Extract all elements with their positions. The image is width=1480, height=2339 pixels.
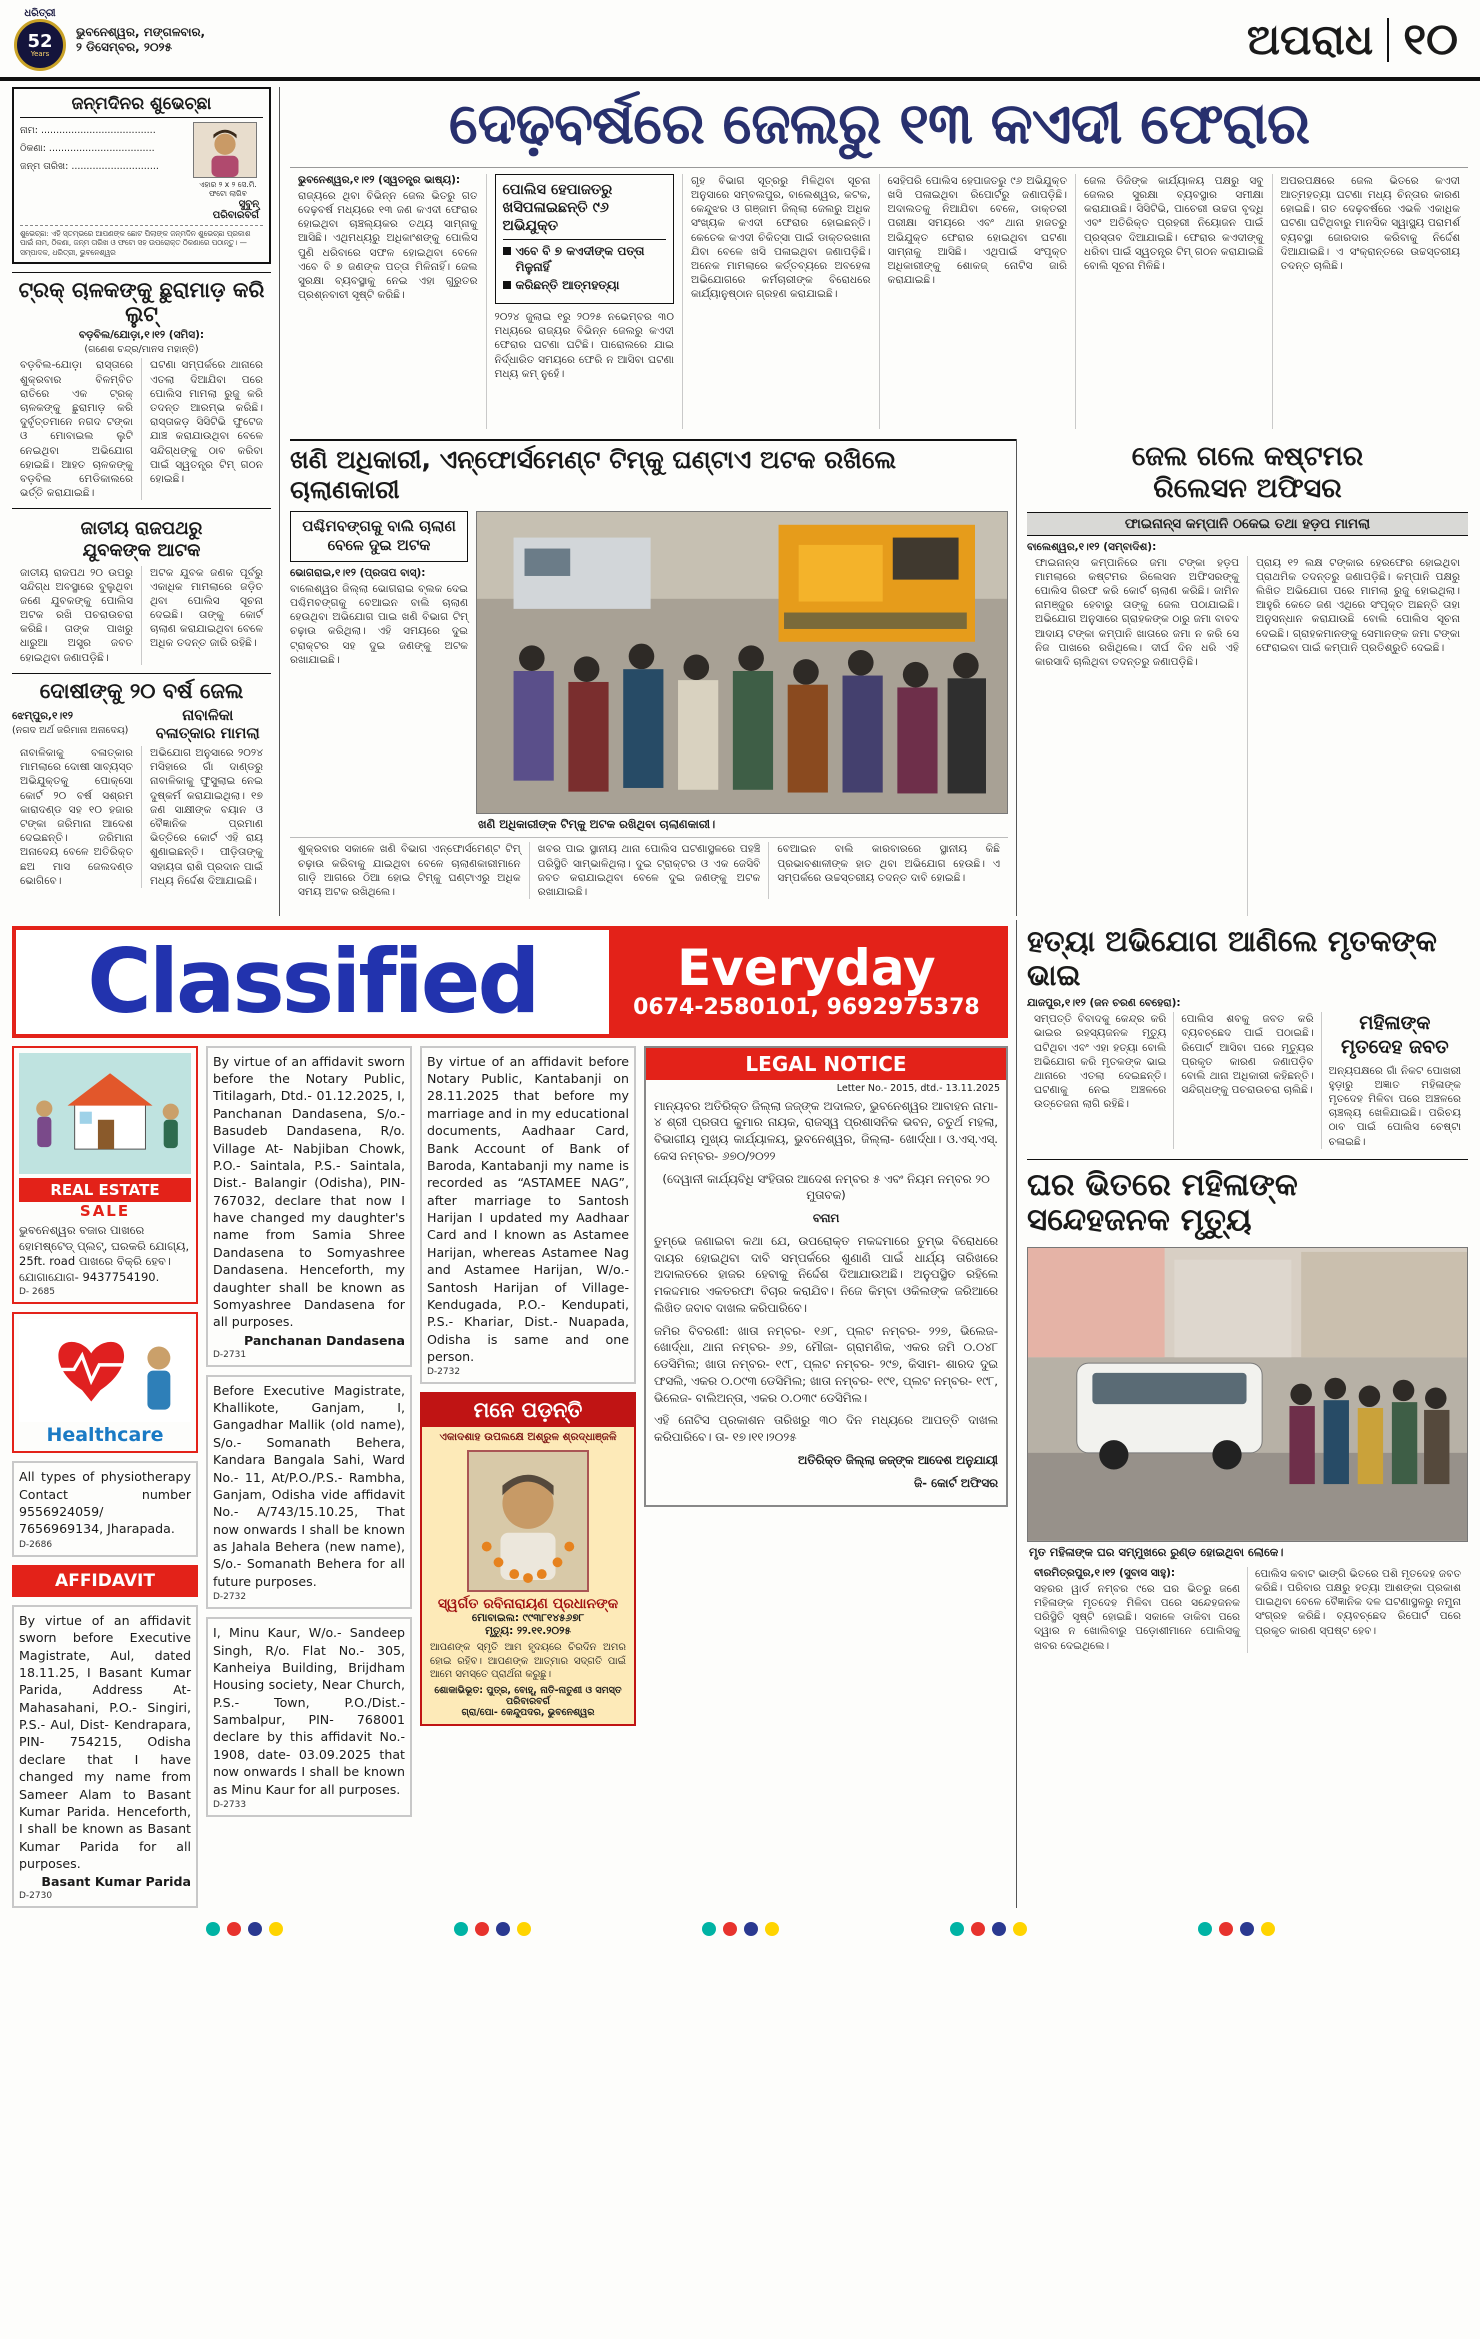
birthday-field-address: ଠିକଣା: ................................... [20,143,155,155]
affidavit-basant [12,1605,198,1909]
lead-factbox-title: ପୋଲିସ ହେପାଜତରୁ ଖସିପଳାଇଛନ୍ତି ୯୬ ଅଭିଯୁକ୍ତ [503,181,667,240]
highway-body-col1: ଜାତୀୟ ରାଜପଥ ୨୦ ଉପରୁ ସନ୍ଦିଗ୍ଧ ଅବସ୍ଥାରେ ବୁଲୁଥିବା ଜଣେ ଯୁବକଙ୍କୁ ପୋଲିସ ଅଟକ ରଖି ପଚରାଉଚରା କରିଛି। ତାଙ୍କ ପାଖରୁ ଧାରୁଆ ଅସ୍ତ୍ର ଜବତ ହୋଇଥିବା ଜଣାପଡ଼ିଛି। [20,566,133,664]
birthday-photo-spec: ଏହାର ୨ x ୨ ସେ.ମି. ଫଟୋ ଲାଗିବ [199,180,257,199]
legal-signature-2: ଜି- କୋର୍ଟ ଅଫିସର [913,1475,998,1490]
mine-body-col2: ଖବର ପାଇ ସ୍ଥାନୀୟ ଥାନା ପୋଲିସ ଘଟଣାସ୍ଥଳରେ ପହଞ୍ଚି ପରିସ୍ଥିତି ସାମ୍ଭାଳିଥିଲା। ଦୁଇ ଟ୍ରାକ୍ଟର ଓ ଏକ ଜେସିବି ଜବତ କରାଯାଇଥିବା ବେଳେ ଦୁଇ ଜଣଙ୍କୁ ଅଟକ ରଖାଯାଇଛି। [529,842,769,899]
birthday-terms-note: ଶୁଭେଚ୍ଛା: ଏହି ସ୍ତମ୍ଭରେ ଆପଣଙ୍କ ଛୋଟ ପିଲାଙ୍କ ଜନ୍ମଦିନ ଶୁଭେଚ୍ଛା ପ୍ରକାଶ ପାଇଁ ନାମ, ଠିକଣା, ଜନ୍ମ ତାରିଖ ଓ ଫଟୋ ସହ ଉପରୋକ୍ତ ଠିକଣାରେ ପଠାନ୍ତୁ। — ସମ୍ପାଦକ, ଧରିତ୍ରୀ, ଭୁବନେଶ୍ୱର [20,225,263,257]
classified-phone-numbers: 0674-2580101, 9692975378 [633,995,980,1021]
truck-headline: ଟ୍ରକ୍ ଚାଳକଙ୍କୁ ଛୁରାମାଡ଼ କରି ଲୁଟ୍ [18,278,265,327]
woman-body-subhead: ମହିଳାଙ୍କ ମୃତଦେହ ଜବତ [1340,1012,1449,1058]
officer-body-col1: ଫାଇନାନ୍ସ କମ୍ପାନିରେ ଜମା ଟଙ୍କା ହଡ଼ପ ମାମଲାରେ କଷ୍ଟମର ରିଲେସନ ଅଫିସରଙ୍କୁ ପୋଲିସ ଗିରଫ କରି କୋର୍ଟ ଚାଲାଣ କରିଛି। ଜାମିନ ନାମଞ୍ଜୁର ହେବାରୁ ତାଙ୍କୁ ଜେଲ ପଠାଯାଇଛି। ଅଭିଯୋଗ ଅନୁସାରେ ଗ୍ରାହକଙ୍କ ଠାରୁ ଜମା ବାବଦ ଆଦାୟ ଟଙ୍କା କମ୍ପାନି ଖାତାରେ ଜମା ନ କରି ସେ ନିଜ ପାଖରେ ରଖିଥିଲେ। ଦୀର୍ଘ ଦିନ ଧରି ଏହି କାରସାଦି ଚାଲିଥିବା ତଦନ୍ତରୁ ଜଣାପଡ଼ିଛି। [1035,556,1239,668]
street-photo-caption: ମୃତ ମହିଳାଙ୍କ ଘର ସମ୍ମୁଖରେ ରୁଣ୍ଡ ହୋଇଥିବା ଲୋକେ। [1029,1544,1284,1559]
jail20-body-col2: ଅଭିଯୋଗ ଅନୁସାରେ ୨୦୨୪ ମସିହାରେ ଗାଁ ଦାଣ୍ଡରୁ ନାବାଳିକାକୁ ଫୁସୁଲାଇ ନେଇ ଦୁଷ୍କର୍ମ କରାଯାଇଥିଲା। ୧୭ ଜଣ ସାକ୍ଷୀଙ୍କ ବୟାନ ଓ ବୈଜ୍ଞାନିକ ପ୍ରମାଣ ଭିତ୍ତିରେ କୋର୍ଟ ଏହି ରାୟ ଶୁଣାଇଛନ୍ତି। ପୀଡ଼ିତାଙ୍କୁ ସହାୟତା ରାଶି ପ୍ରଦାନ ପାଇଁ ମଧ୍ୟ ନିର୍ଦ୍ଦେଶ ଦିଆଯାଇଛି। [141,746,271,888]
memorial-body: ଆପଣଙ୍କ ସ୍ମୃତି ଆମ ହୃଦୟରେ ଚିରଦିନ ଅମର ହୋଇ ରହିବ। ଆପଣଙ୍କ ଆତ୍ମାର ସଦ୍‌ଗତି ପାଇଁ ଆମେ ସମସ୍ତେ ପ୍ରାର୍ଥନା କରୁଛୁ। [430,1642,626,1681]
affidavit-basant-sign: Basant Kumar Parida [41,1874,191,1890]
affidavit-minu-text: I, Minu Kaur, W/o.- Sandeep Singh, R/o. Flat No.- 305, Kanheiya Building, Brijdham Housing society, Near Church, P.S.- Town, P.O./Dist.- Sambalpur, PIN- 768001 declare by this affidavit No.- 1908, date- 03.09.2025 that now onwards I shall be known as Minu Kaur for all purposes. [213,1625,405,1797]
officer-headline-l2: ରିଲେସନ ଅଫିସର [1153,473,1342,505]
memorial-header: ମନେ ପଡ଼ନ୍ତି [422,1394,634,1427]
classified-everyday-word: Everyday [677,939,936,998]
article-highway-detained [12,508,271,665]
street-scene-photo [1027,1247,1468,1542]
lead-body-col4: ସେହିପରି ପୋଲିସ ହେପାଜତରୁ ୯୬ ଅଭିଯୁକ୍ତ ଖସି ପଳାଇଥିବା ରିପୋର୍ଟରୁ ଜଣାପଡ଼ିଛି। ଅଦାଲତକୁ ନିଆଯିବା ବେଳେ, ଡାକ୍ତରୀ ପରୀକ୍ଷା ସମୟରେ ଏବଂ ଥାନା ହାଜତରୁ ଅଭିଯୁକ୍ତ ଫେରାର ହୋଇଥିବା ଘଟଣା ସାମ୍ନାକୁ ଆସିଛି। ଏଥିପାଇଁ ସଂପୃକ୍ତ ଅଧିକାରୀଙ୍କୁ ଶୋକଜ୍ ନୋଟିସ ଜାରି କରାଯାଇଛି। [887,174,1067,287]
lead-dateline: ଭୁବନେଶ୍ୱର,୧।୧୨ (ସ୍ୱତନ୍ତ୍ର ଭାଷ୍ୟ): [298,173,461,186]
affidavit-panchanan-text: By virtue of an affidavit sworn before the Notary Public, Titilagarh, Dtd.- 01.12.2025, I, Panchanan Dandasena, S/o.- Basudeb Dandasena, R/o. Village At- Nabjiban Chowk, P.O.- Saintala, P.S.- Saintala, Dist.- Balangir (Odisha), PIN- 767032, declare that now I have changed my daughter's name from Samia Shree Dandasena to Somyashree Dandasena. Henceforth, my daughter shall be known as Somyashree Dandasena for all purposes. [213,1053,405,1330]
reg-dot-red [1219,1922,1233,1936]
physiotherapy-ad [12,1461,198,1557]
healthcare-ad [12,1312,198,1453]
bullet-square-icon [503,247,511,255]
memorial-line2: ମୃତ୍ୟୁ: ୨୨.୧୧.୨୦୨୫ [485,1625,571,1638]
legal-p2: (ଦେୱାନୀ କାର୍ଯ୍ୟବିଧି ସଂହିତାର ଆଦେଶ ନମ୍ବର ୫ ଏବଂ ନିୟମ ନମ୍ବର ୨୦ ମୁତାବକ) [662,1171,990,1203]
physiotherapy-ad-id: D-2686 [19,1539,53,1550]
anniversary-years: 52 [27,30,53,52]
affidavit-astamee-id: D-2732 [427,1367,461,1378]
anniversary-years-label: Years [30,49,50,58]
legal-notice [644,1046,1008,1508]
affidavit-astamee-text: By virtue of an affidavit before Notary Public, Kantabanji on 28.11.2025 that before my marriage and in my educational documents, Aadhaar Card, Bank Account of Bank of Baroda, Kantabanji my name is recorded as “ASTAMEE NAG”, after marriage to Santosh Harijan I updated my Aadhaar Card and I known as Astamee Harijan, whereas Astamee Nag and Astamee Harijan, W/o.- Santosh Harijan of Village- Kendugada, P.O.- Kendupati, P.S.- Khariar, Dist.- Nuapada, Odisha is same and one person. [427,1053,629,1364]
reg-dot-cyan [454,1922,468,1936]
highway-headline-l1: ଜାତୀୟ ରାଜପଥରୁ [80,518,203,540]
paper-name: ଧରିତ୍ରୀ [24,8,56,19]
top-zone [0,81,1480,916]
reg-dot-yellow [1261,1922,1275,1936]
lead-body-col6: ଅପରପକ୍ଷରେ ଜେଲ ଭିତରେ କଏଦୀ ଆତ୍ମହତ୍ୟା ଘଟଣା ମଧ୍ୟ ଚିନ୍ତାର କାରଣ ହୋଇଛି। ଗତ ଦେଢ଼ବର୍ଷରେ ଏଭଳି ଏକାଧିକ ଘଟଣା ଘଟିଥିବାରୁ ମାନସିକ ସ୍ୱାସ୍ଥ୍ୟ ପରାମର୍ଶ ବ୍ୟବସ୍ଥା ଜୋରଦାର କରିବାକୁ ନିର୍ଦ୍ଦେଶ ଦିଆଯାଇଛି। ଏ ସଂକ୍ରାନ୍ତରେ ଉଚ୍ଚସ୍ତରୀୟ ତଦନ୍ତ ଚାଲିଛି। [1280,174,1460,272]
jail20-body-col1: ନାବାଳିକାକୁ ବଳାତ୍କାର ମାମଲାରେ ଦୋଷୀ ସାବ୍ୟସ୍ତ ଅଭିଯୁକ୍ତକୁ ପୋକ୍ସୋ କୋର୍ଟ ୨୦ ବର୍ଷ ସଶ୍ରମ କାରାଦଣ୍ଡ ସହ ୧୦ ହଜାର ଟଙ୍କା ଜରିମାନା ଆଦେଶ ଦେଇଛନ୍ତି। ଜରିମାନା ଅନାଦେୟ ବେଳେ ଅତିରିକ୍ତ ଛଅ ମାସ ଜେଲଦଣ୍ଡ ଭୋଗିବେ। [20,747,133,887]
legal-notice-ref: Letter No.- 2015, dtd.- 13.11.2025 [836,1082,1000,1094]
truck-byline: (ଗଣେଶ ଚନ୍ଦ୍ର/ମାନସ ମହାନ୍ତି) [84,344,199,356]
jail20-dateline: ଝେମ୍ପୁର,୧।୧୨ [12,709,73,722]
article-truck-robbery [12,272,271,500]
real-estate-sale-label: SALE [79,1202,131,1221]
house-death-headline-l1: ଘର ଭିତରେ ମହିଳାଙ୍କ [1027,1166,1298,1203]
murder-body-col2: ପୋଲିସ ଶବକୁ ଜବତ କରି ବ୍ୟବଚ୍ଛେଦ ପାଇଁ ପଠାଇଛି। ରିପୋର୍ଟ ଆସିବା ପରେ ମୃତ୍ୟୁର ପ୍ରକୃତ କାରଣ ଜଣାପଡ଼ିବ ବୋଲି ଥାନା ଅଧିକାରୀ କହିଛନ୍ତି। ସନ୍ଦିଗ୍ଧଙ୍କୁ ପଚରାଉଚରା ଚାଲିଛି। [1173,1012,1320,1149]
article-mine-officials-blocked [290,439,1016,916]
jail20-headline: ଦୋଷୀଙ୍କୁ ୨୦ ବର୍ଷ ଜେଲ [39,678,244,703]
mine-photo-caption: ଖଣି ଅଧିକାରୀଙ୍କ ଟିମ୍‌କୁ ଅଟକ ରଖିଥିବା ଚାଲାଣକାରୀ। [478,817,716,832]
article-20yr-jail [12,673,271,888]
main-zone [280,87,1468,916]
masthead-right [1247,14,1466,65]
masthead [0,4,1480,81]
article-suspicious-death [1027,1159,1468,1653]
legal-p5: ଏହି ନୋଟିସ ପ୍ରକାଶନ ତାରିଖରୁ ୩୦ ଦିନ ମଧ୍ୟରେ ଆପତ୍ତି ଦାଖଲ କରିପାରିବେ। ତା- ୧୭।୧୧।୨୦୨୫ [654,1413,998,1445]
birthday-from: ପରିବାରବର୍ଗ [212,209,259,221]
affidavit-jahala-id: D-2732 [213,1592,247,1603]
mine-dateline: ଭୋଗରାଇ,୧।୧୨ (ପ୍ରତାପ ବାସ୍): [290,566,426,579]
bottom-right-column [1016,920,1468,1909]
house-death-headline-l2: ସନ୍ଦେହଜନକ ମୃତ୍ୟୁ [1027,1202,1252,1239]
jail20-note: (ନଗଦ ଅର୍ଥ ଜରିମାନା ଅନାଦେୟ) [12,724,129,736]
edition-date: ୨ ଡିସେମ୍ବର, ୨୦୨୫ [76,39,173,54]
classified-banner [12,926,1008,1038]
officer-body-col2: ପ୍ରାୟ ୧୨ ଲକ୍ଷ ଟଙ୍କାର ହେରଫେର ହୋଇଥିବା ପ୍ରାଥମିକ ତଦନ୍ତରୁ ଜଣାପଡ଼ିଛି। କମ୍ପାନି ପକ୍ଷରୁ ଲିଖିତ ଅଭିଯୋଗ ପରେ ମାମଲା ରୁଜୁ ହୋଇଥିଲା। ଆହୁରି କେତେ ଜଣ ଏଥିରେ ସଂପୃକ୍ତ ଅଛନ୍ତି ତାହା ଅନୁସନ୍ଧାନ କରାଯାଉଛି ବୋଲି ପୋଲିସ ସୂଚନା ଦେଇଛି। ଗ୍ରାହକମାନଙ୍କୁ ସେମାନଙ୍କ ଜମା ଟଙ୍କା ଫେରାଇବା ପାଇଁ କମ୍ପାନି ପ୍ରତିଶ୍ରୁତି ଦେଇଛି। [1247,556,1468,916]
affidavit-panchanan-id: D-2731 [213,1349,247,1360]
lead-factbox [495,174,675,304]
birthday-form-fields [20,122,187,199]
article-customer-relation-officer [1016,439,1468,916]
reg-dot-cyan [702,1922,716,1936]
lead-factbox-point2: କରିଛନ୍ତି ଆତ୍ମହତ୍ୟା [515,278,620,293]
birthday-field-name: ନାମ: ...................................... [20,125,156,136]
legal-signature-1: ଅତିରିକ୍ତ ଜିଲ୍ଲା ଜଜ୍‌ଙ୍କ ଆଦେଶ ଅନୁଯାୟୀ [797,1452,998,1467]
reg-dot-cyan [1198,1922,1212,1936]
affidavit-panchanan-sign: Panchanan Dandasena [243,1332,405,1348]
birthday-photo-block [193,122,263,199]
murder-dateline: ଯାଜପୁର,୧।୧୨ (ଜନ ଚରଣ ବେହେରା): [1027,997,1181,1010]
affidavit-jahala [206,1375,412,1610]
legal-p1: ମାନ୍ୟବର ଅତିରିକ୍ତ ଜିଲ୍ଲା ଜଜ୍‌ଙ୍କ ଅଦାଲତ, ଭୁବନେଶ୍ୱର ଆବାହନ ନାମା- ୪ ଶ୍ରୀ ପ୍ରତାପ କୁମାର ନାୟକ, ରାଜସ୍ୱ ପ୍ରଶାସନିକ ଭବନ, ଚତୁର୍ଥ ମହଲା, ବିଭାଗୀୟ ମୁଖ୍ୟ କାର୍ଯ୍ୟାଳୟ, ଭୁବନେଶ୍ୱର, ଜିଲ୍ଲା- ଖୋର୍ଦ୍ଧା। ଓ.ଏସ୍.ଏସ୍. କେସ ନମ୍ବର- ୬୭୦/୨୦୨୨ [654,1098,998,1163]
section-divider [1387,18,1389,62]
lead-body-col3: ଗୃହ ବିଭାଗ ସୂତ୍ରରୁ ମିଳିଥିବା ସୂଚନା ଅନୁସାରେ ସମ୍ବଲପୁର, ବାଲେଶ୍ୱର, କଟକ, କେନ୍ଦୁଝର ଓ ଗଞ୍ଜାମ ଜିଲ୍ଲା ଜେଲରୁ ଅଧିକ ସଂଖ୍ୟକ କଏଦୀ ଫେରାର ହୋଇଛନ୍ତି। କେତେକ କଏଦୀ ଚିକିତ୍ସା ପାଇଁ ଡାକ୍ତରଖାନା ଯିବା ବେଳେ ଖସି ପଳାଇଥିବା ଜଣାପଡ଼ିଛି। ଅନେକ ମାମଲାରେ କର୍ତ୍ତବ୍ୟରେ ଅବହେଳା ଅଭିଯୋଗରେ କର୍ମଚାରୀଙ୍କ ବିରୋଧରେ କାର୍ଯ୍ୟାନୁଷ୍ଠାନ ଗ୍ରହଣ କରାଯାଇଛି। [691,174,871,301]
birthday-child-name: ସୁବୁନ୍ [238,198,259,210]
reg-dot-cyan [950,1922,964,1936]
memorial-ad [420,1392,636,1726]
ads-column-3 [420,1046,636,1909]
healthcare-illustration [19,1319,191,1422]
real-estate-ad-id: D- 2685 [19,1287,55,1298]
affidavit-astamee [420,1046,636,1385]
murder-headline: ହତ୍ୟା ଅଭିଯୋଗ ଆଣିଲେ ମୃତକଙ୍କ ଭାଇ [1027,923,1437,993]
house-death-body-col2: ପୋଲିସ କବାଟ ଭାଙ୍ଗି ଭିତରେ ପଶି ମୃତଦେହ ଜବତ କରିଛି। ପରିବାର ପକ୍ଷରୁ ହତ୍ୟା ଆଶଙ୍କା ପ୍ରକାଶ ପାଇଥିବା ବେଳେ ବୈଜ୍ଞାନିକ ଦଳ ଘଟଣାସ୍ଥଳରୁ ନମୁନା ସଂଗ୍ରହ କରିଛି। ବ୍ୟବଚ୍ଛେଦ ରିପୋର୍ଟ ପରେ ପ୍ରକୃତ କାରଣ ସ୍ପଷ୍ଟ ହେବ। [1247,1567,1468,1653]
reg-dot-cyan [206,1922,220,1936]
house-death-dateline: ବୀରମିତ୍ରପୁର,୧।୧୨ (ସୁବାସ ସାହୁ): [1034,1566,1176,1579]
officer-headline-l1: ଜେଲ ଗଲେ କଷ୍ଟମର [1131,440,1364,472]
mine-headline: ଖଣି ଅଧିକାରୀ, ଏନ୍‌ଫୋର୍ସମେଣ୍ଟ ଟିମ୍‌କୁ ଘଣ୍ଟାଏ ଅଟକ ରଖିଲେ ଚାଲାଣକାରୀ [290,444,897,504]
reg-dot-blue [992,1922,1006,1936]
legal-notice-header: LEGAL NOTICE [646,1048,1006,1080]
jail20-case-subhead [145,706,272,742]
house-death-body-col1: ସହରର ୱାର୍ଡ ନମ୍ବର ୯ରେ ଘର ଭିତରୁ ଜଣେ ମହିଳାଙ୍କ ମୃତଦେହ ମିଳିବା ପରେ ସନ୍ଦେହଜନକ ପରିସ୍ଥିତି ସୃଷ୍ଟି ହୋଇଛି। ସକାଳେ ଡାକିବା ପରେ ଦ୍ୱାର ନ ଖୋଲିବାରୁ ପଡ଼ୋଶୀମାନେ ପୋଲିସକୁ ଖବର ଦେଇଥିଲେ। [1034,1582,1240,1652]
birthday-title: ଜନ୍ମଦିନର ଶୁଭେଚ୍ଛା [20,94,263,118]
section-title: ଅପରାଧ [1246,14,1374,64]
birthday-wishes-box [12,87,271,264]
highway-body-col2: ଅଟକ ଯୁବକ ଜଣକ ପୂର୍ବରୁ ଏକାଧିକ ମାମଲାରେ ଜଡ଼ିତ ଥିବା ପୋଲିସ ସୂଚନା ଦେଇଛି। ତାଙ୍କୁ କୋର୍ଟ ଚାଲାଣ କରାଯାଇଥିବା ବେଳେ ଅଧିକ ତଦନ୍ତ ଜାରି ରହିଛି। [141,566,271,665]
ads-column-4 [644,1046,1008,1909]
affidavit-basant-text: By virtue of an affidavit sworn before Executive Magistrate, Aul, dated 18.11.25, I Basant Kumar Parida, Address At- Mahasahani, P.O.- Singiri, P.S.- Aul, Dist- Kendrapara, PIN- 754215, Odisha declare that I have changed my name from Sameer Alam to Basant Kumar Parida. Henceforth, I shall be known as Basant Kumar Parida for all purposes. [19,1612,191,1872]
truck-dateline: ବଡ଼ବିଲ/ଯୋଡ଼ା,୧।୧୨ (ସମିସ): [78,329,205,342]
edition-dateline [76,25,205,55]
legal-p4: ଜମିର ବିବରଣୀ: ଖାତା ନମ୍ବର- ୧୬୮, ପ୍ଲଟ ନମ୍ବର- ୨୨୭, ଭିଲେଜ- ଖୋର୍ଦ୍ଧା, ଥାନା ନମ୍ବର- ୬୭, ମୌଜା- ଗ୍ରାମଣିକ, ଏକର ଜମି ୦.୦୪୮ ଡେସିମିଲ; ଖାତା ନମ୍ବର- ୧୯୮, ପ୍ଲଟ ନମ୍ବର- ୨୯୭, କିସାମ- ଶାରଦ ଦୁଇ ଫସଲି, ଏକର ୦.୦୯୩ ଡେସିମିଲ; ଖାତା ନମ୍ବର- ୧୯୧, ପ୍ଲଟ ନମ୍ବର- ୧୯୮, ଭିଲେଜ- ବାଲିଅନ୍ତା, ଏକର ୦.୦୩୯ ଡେସିମିଲ। [654,1323,998,1405]
affidavit-minu [206,1617,412,1817]
reg-dot-yellow [765,1922,779,1936]
mine-protest-photo [476,511,1008,815]
classified-word: Classified [87,929,538,1033]
jail20-subhead-l1: ନାବାଳିକା [182,706,234,724]
registration-mark-group [950,1922,1027,1936]
officer-kicker-band: ଫାଇନାନ୍ସ କମ୍ପାନି ଠକେଇ ତଥା ହଡ଼ପ ମାମଲା [1027,512,1468,536]
registration-mark-group [206,1922,283,1936]
birthday-sample-photo [193,122,257,178]
lead-factbox-point1: ଏବେ ବି ୭ କଏଦୀଙ୍କ ପତ୍ତା ମିଳୁନାହିଁ [515,244,645,274]
affidavit-minu-id: D-2733 [213,1799,247,1810]
memorial-name: ସ୍ୱର୍ଗତ ରବିନାରାୟଣ ପ୍ରଧାନଙ୍କ [437,1596,619,1613]
ads-column-2 [206,1046,412,1909]
highway-headline-l2: ଯୁବକଙ୍କ ଆଟକ [82,539,201,561]
registration-mark-group [1198,1922,1275,1936]
lead-body-col2: ୨୦୨୪ ଜୁଲାଇ ୧ରୁ ୨୦୨୫ ନଭେମ୍ବର ୩୦ ମଧ୍ୟରେ ରାଜ୍ୟର ବିଭିନ୍ନ ଜେଲରୁ କଏଦୀ ଫେରାର ଘଟଣା ଘଟିଛି। ପାରୋଲରେ ଯାଇ ନିର୍ଦ୍ଧାରିତ ସମୟରେ ଫେରି ନ ଆସିବା ଘଟଣା ମଧ୍ୟ କମ୍ ନୁହେଁ। [494,311,674,380]
masthead-left [14,8,314,71]
registration-mark-group [702,1922,779,1936]
ads-column-1 [12,1046,198,1909]
memorial-line1: ମୋବାଇଲ: ୯୯୩୮୧୪୫୬୭୮ [471,1612,585,1625]
reg-dot-blue [496,1922,510,1936]
real-estate-body: ଭୁବନେଶ୍ୱର ବଜାର ପାଖରେ ହୋମଷ୍ଟେଡ୍ ପ୍ଲଟ୍, ଘରକରି ଯୋଗ୍ୟ, 25ft. road ପାଖରେ ବିକ୍ରି ହେବ। ଯୋଗାଯୋଗ- 9437754190. [19,1223,190,1284]
mine-side-subhead: ପଶ୍ଚିମବଙ୍ଗକୁ ବାଲି ଚାଲାଣ ବେଳେ ଦୁଇ ଅଟକ [290,511,468,562]
officer-dateline: ବାଲେଶ୍ୱର,୧।୧୨ (ସମ୍ବାଦିଶ): [1027,540,1157,553]
anniversary-logo [14,19,66,71]
memorial-portrait-photo [467,1450,589,1592]
registration-marks [0,1908,1480,1946]
truck-body-col1: ବଡ଼ବିଲ-ଯୋଡ଼ା ରାସ୍ତାରେ ଶୁକ୍ରବାର ବିଳମ୍ବିତ ରାତିରେ ଏକ ଟ୍ରକ୍ ଚାଳକଙ୍କୁ ଛୁରାମାଡ଼ କରି ଦୁର୍ବୃତ୍ତମାନେ ନଗଦ ଟଙ୍କା ଓ ମୋବାଇଲ ଲୁଟି ନେଇଥିବା ଅଭିଯୋଗ ହୋଇଛି। ଆହତ ଚାଳକଙ୍କୁ ବଡ଼ବିଲ ମେଡିକାଲରେ ଭର୍ତ୍ତି କରାଯାଇଛି। [20,359,133,500]
reg-dot-red [723,1922,737,1936]
murder-body-col3: ଅନ୍ୟପକ୍ଷରେ ଗାଁ ନିକଟ ପୋଖରୀ ହୁଡ଼ାରୁ ଅଜ୍ଞାତ ମହିଳାଙ୍କ ମୃତଦେହ ମିଳିବା ପରେ ଅଞ୍ଚଳରେ ଚାଞ୍ଚଲ୍ୟ ଖେଳିଯାଇଛି। ପରିଚୟ ଠାବ ପାଇଁ ପୋଲିସ ଚେଷ୍ଟା ଚଳାଇଛି। [1328,1064,1461,1148]
mine-side-text: ବାଲେଶ୍ୱର ଜିଲ୍ଲା ଭୋଗରାଇ ବ୍ଲକ ଦେଇ ପଶ୍ଚିମବଙ୍ଗକୁ ବେଆଇନ ବାଲି ଚାଲାଣ ହେଉଥିବା ଅଭିଯୋଗ ପାଇ ଖଣି ବିଭାଗ ଟିମ୍ ଚଢ଼ାଉ କରିଥିଲା। ଏହି ସମୟରେ ଦୁଇ ଟ୍ରାକ୍ଟର ସହ ଦୁଇ ଜଣଙ୍କୁ ଅଟକ ରଖାଯାଇଛି। [290,582,468,666]
memorial-footer: ଶୋକାଭିଭୂତ: ପୁତ୍ର, ବୋହୂ, ନାତି-ନାତୁଣୀ ଓ ସମସ୍ତ ପରିବାରବର୍ଗ [434,1684,622,1707]
reg-dot-yellow [1013,1922,1027,1936]
truck-body-col2: ଘଟଣା ସମ୍ପର୍କରେ ଥାନାରେ ଏତଲା ଦିଆଯିବା ପରେ ପୋଲିସ ମାମଲା ରୁଜୁ କରି ତଦନ୍ତ ଆରମ୍ଭ କରିଛି। ରାସ୍ତାକଡ଼ ସିସିଟିଭି ଫୁଟେଜ ଯାଞ୍ଚ କରାଯାଉଥିବା ବେଳେ ସନ୍ଦିଗ୍ଧଙ୍କୁ ଠାବ କରିବା ପାଇଁ ସ୍ୱତନ୍ତ୍ର ଟିମ୍ ଗଠନ ହୋଇଛି। [141,358,271,500]
article-lead-prisoners-escape [290,87,1468,429]
affidavit-basant-id: D-2730 [19,1891,53,1902]
bullet-square-icon [503,281,511,289]
classified-zone [12,920,1016,1909]
real-estate-ad [12,1046,198,1304]
birthday-field-dob: ଜନ୍ମ ତାରିଖ: ............................. [20,161,159,173]
reg-dot-red [475,1922,489,1936]
reg-dot-yellow [269,1922,283,1936]
reg-dot-blue [744,1922,758,1936]
lead-headline: ଦେଢ଼ବର୍ଷରେ ଜେଲରୁ ୧୩ କଏଦୀ ଫେରାର [448,91,1310,157]
affidavit-panchanan [206,1046,412,1367]
physiotherapy-text: All types of physiotherapy Contact number 9556924059/ 7656969134, Jharapada. [19,1469,191,1537]
memorial-place: ଗ୍ରା/ପୋ- କେନ୍ଦୁପଦର, ଭୁବନେଶ୍ୱର [461,1706,595,1718]
mine-body-col3: ବେଆଇନ ବାଲି କାରବାରରେ ସ୍ଥାନୀୟ କିଛି ପ୍ରଭାବଶାଳୀଙ୍କ ହାତ ଥିବା ଅଭିଯୋଗ ହେଉଛି। ଏ ସମ୍ପର୍କରେ ଉଚ୍ଚସ୍ତରୀୟ ତଦନ୍ତ ଦାବି ହୋଇଛି। [768,842,1008,899]
reg-dot-red [227,1922,241,1936]
real-estate-illustration [19,1053,191,1174]
edition-city-day: ଭୁବନେଶ୍ୱର, ମଙ୍ଗଳବାର, [76,24,206,39]
registration-mark-group [454,1922,531,1936]
article-murder-allegation [1027,924,1468,1149]
jail20-subhead-l2: ବଳାତ୍କାର ମାମଲା [155,724,260,742]
left-rail [12,87,280,916]
mine-body-col1: ଶୁକ୍ରବାର ସକାଳେ ଖଣି ବିଭାଗ ଏନ୍‌ଫୋର୍ସମେଣ୍ଟ ଟିମ୍ ଚଢ଼ାଉ କରିବାକୁ ଯାଇଥିବା ବେଳେ ଚାଲାଣକାରୀମାନେ ଗାଡ଼ି ଆଗରେ ଠିଆ ହୋଇ ଟିମ୍‌କୁ ଘଣ୍ଟାଏରୁ ଅଧିକ ସମୟ ଅଟକ ରଖିଥିଲେ। [298,843,521,898]
memorial-topline: ଏକାଦଶାହ ଉପଲକ୍ଷେ ଅଶ୍ରୁଳ ଶ୍ରଦ୍ଧାଞ୍ଜଳି [439,1431,617,1444]
healthcare-title: Healthcare [46,1424,164,1447]
affidavit-jahala-text: Before Executive Magistrate, Khallikote, Ganjam, I, Gangadhar Mallik (old name), S/o.- Somanath Behera, Kandara Bangala Sahi, Ward No.- 11, At/P.O./P.S.- Rambha, Ganjam, Odisha vide affidavit No.- A/743/15.10.25, That now onwards I shall be known as Jahala Behera (new name), S/o.- Somanath Behera for all future purposes. [213,1382,405,1589]
reg-dot-blue [1240,1922,1254,1936]
real-estate-header: REAL ESTATE [19,1178,191,1202]
legal-p3: ତୁମ୍ଭେ ଜଣାଇବା କଥା ଯେ, ଉପରୋକ୍ତ ମକଦ୍ଦମାରେ ତୁମ୍ଭ ବିରୋଧରେ ଦାୟର ହୋଇଥିବା ଦାବି ସମ୍ପର୍କରେ ଶୁଣାଣି ପାଇଁ ଧାର୍ଯ୍ୟ ତାରିଖରେ ଅଦାଲତରେ ହାଜର ହେବାକୁ ନିର୍ଦ୍ଦେଶ ଦିଆଯାଉଅଛି। ଅନୁପସ୍ଥିତ ରହିଲେ ମକଦ୍ଦମାର ଏକତରଫା ବିଚାର କରାଯିବ। ନିଜେ କିମ୍ବା ଓକିଲଙ୍କ ଜରିଆରେ ଲିଖିତ ଜବାବ ଦାଖଲ କରିପାରିବେ। [654,1233,998,1315]
reg-dot-blue [248,1922,262,1936]
lead-body-col1: ରାଜ୍ୟରେ ଥିବା ବିଭିନ୍ନ ଜେଲ ଭିତରୁ ଗତ ଦେଢ଼ବର୍ଷ ମଧ୍ୟରେ ୧୩ ଜଣ କଏଦୀ ଫେରାର ହୋଇଥିବା ଚାଞ୍ଚଲ୍ୟକର ତଥ୍ୟ ସାମ୍ନାକୁ ଆସିଛି। ଏଥିମଧ୍ୟରୁ ଅଧିକାଂଶଙ୍କୁ ପୋଲିସ ପୁଣି ଧରିବାରେ ସଫଳ ହୋଇଥିବା ବେଳେ ଏବେ ବି ୭ ଜଣଙ୍କ ପତ୍ତା ମିଳିନାହିଁ। ଜେଲ ସୁରକ୍ଷା ବ୍ୟବସ୍ଥାକୁ ନେଇ ଏହା ଗୁରୁତର ପ୍ରଶ୍ନବାଚୀ ସୃଷ୍ଟି କରିଛି। [298,189,478,302]
legal-versus: ବନାମ [812,1211,840,1226]
reg-dot-red [971,1922,985,1936]
murder-body-col1: ସମ୍ପତ୍ତି ବିବାଦକୁ କେନ୍ଦ୍ର କରି ଭାଇର ରହସ୍ୟଜନକ ମୃତ୍ୟୁ ଘଟିଥିବା ଏବଂ ଏହା ହତ୍ୟା ବୋଲି ଅଭିଯୋଗ କରି ମୃତକଙ୍କ ଭାଇ ଥାନାରେ ଏତଲା ଦେଇଛନ୍ତି। ଘଟଣାକୁ ନେଇ ଅଞ୍ଚଳରେ ଉତ୍ତେଜନା ଲାଗି ରହିଛି। [1034,1013,1167,1111]
bottom-zone [0,916,1480,1909]
reg-dot-yellow [517,1922,531,1936]
page-number: ୧୦ [1403,14,1458,65]
lead-body-col5: ଜେଲ ଡିଜିଙ୍କ କାର୍ଯ୍ୟାଳୟ ପକ୍ଷରୁ ସବୁ ଜେଲର ସୁରକ୍ଷା ବ୍ୟବସ୍ଥାର ସମୀକ୍ଷା କରାଯାଉଛି। ସିସିଟିଭି, ପାଚେରୀ ଉଚ୍ଚତା ବୃଦ୍ଧି ଏବଂ ଅତିରିକ୍ତ ପ୍ରହରୀ ନିୟୋଜନ ପାଇଁ ପ୍ରସ୍ତାବ ଦିଆଯାଇଛି। ଫେରାର କଏଦୀଙ୍କୁ ଧରିବା ପାଇଁ ସ୍ୱତନ୍ତ୍ର ଟିମ୍ ଗଠନ କରାଯାଇଛି ବୋଲି ସୂଚନା ମିଳିଛି। [1084,174,1264,272]
affidavit-section-header: AFFIDAVIT [12,1565,198,1597]
